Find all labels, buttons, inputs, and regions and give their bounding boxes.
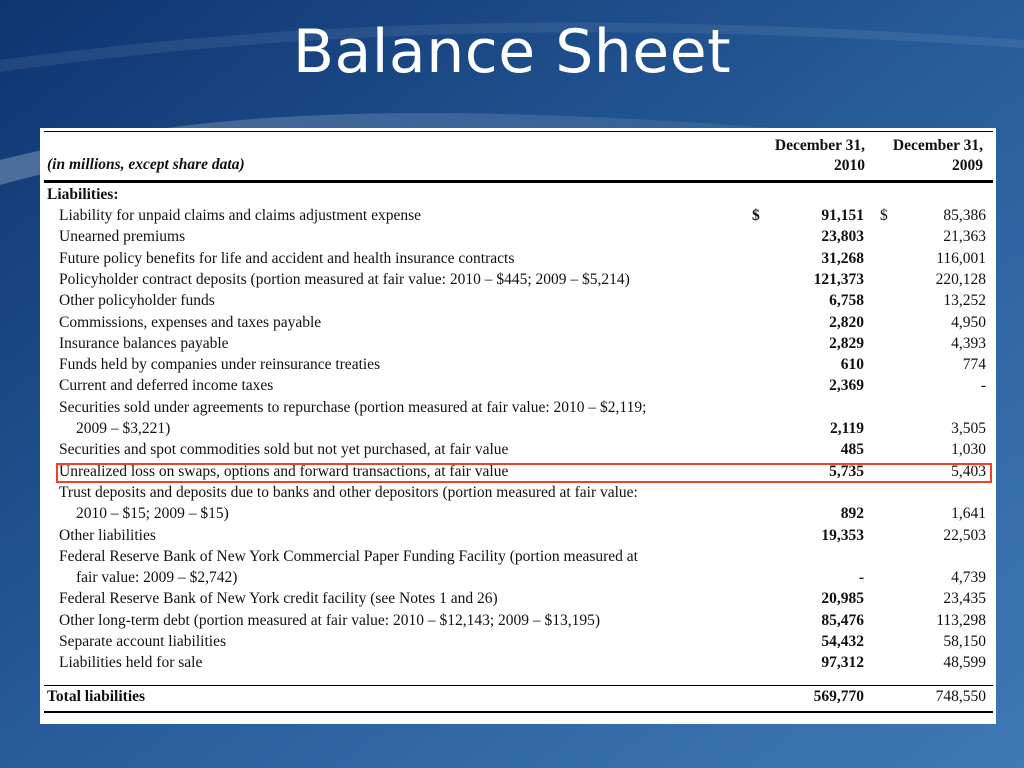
units-caption: (in millions, except share data) <box>47 156 245 173</box>
table-row <box>40 397 996 440</box>
currency-symbol-2009: $ <box>880 207 888 224</box>
row-value-2009: 4,739 <box>951 569 986 587</box>
row-label-continuation: fair value: 2009 – $2,742) <box>76 569 238 587</box>
row-label-text: Unrealized loss on swaps, options and forward transactions, at fair value <box>59 462 509 480</box>
row-value-2009: 5,403 <box>951 462 986 480</box>
row-value-2010: 97,312 <box>821 654 864 672</box>
row-value-2010: 485 <box>840 441 864 459</box>
row-label <box>59 269 630 290</box>
row-value-2010: 31,268 <box>821 249 864 267</box>
row-label-text: Policyholder contract deposits (portion measured at fair value: 2010 – $445; 2009 – $5,214) <box>59 270 630 288</box>
row-value-2009: 22,503 <box>943 526 986 544</box>
row-value-2009: - <box>980 377 986 395</box>
row-value-2010: 2,829 <box>829 334 864 352</box>
row-label-text: Current and deferred income taxes <box>59 377 274 395</box>
row-label-text: Commissions, expenses and taxes payable <box>59 313 322 331</box>
row-label-text: Funds held by companies under reinsurance treaties <box>59 356 381 374</box>
row-label-text: Separate account liabilities <box>59 633 226 650</box>
column-header-2009 <box>858 136 983 176</box>
header-rule <box>44 180 993 183</box>
row-label-text: Securities sold under agreements to repurchase (portion measured at fair value: 2010 – $2,119; <box>59 398 647 416</box>
row-value-2009: 1,030 <box>951 441 986 459</box>
table-row <box>40 439 996 460</box>
row-label-text: Federal Reserve Bank of New York credit facility (see Notes 1 and 26) <box>59 590 498 608</box>
total-label: Total liabilities <box>47 688 146 705</box>
row-label-text: Unearned premiums <box>59 228 186 246</box>
row-value-2009: 4,950 <box>951 313 986 331</box>
table-row <box>40 290 996 311</box>
row-label-text: Other policyholder funds <box>59 292 215 310</box>
column-header-2009-date: December 31, <box>892 137 983 154</box>
table-row <box>40 226 996 247</box>
table-row <box>40 525 996 546</box>
row-label <box>59 525 156 546</box>
row-label <box>59 375 273 396</box>
row-value-2010: 5,735 <box>829 462 864 480</box>
row-label-text: Liabilities held for sale <box>59 654 203 672</box>
top-rule <box>44 131 993 132</box>
column-header-2010-year: 2010 <box>834 157 865 174</box>
row-label-continuation: 2009 – $3,221) <box>76 419 171 437</box>
row-label <box>59 205 421 226</box>
total-double-rule <box>44 711 993 713</box>
row-value-2009: 1,641 <box>951 505 986 523</box>
row-label <box>59 248 514 269</box>
row-label-text: Liability for unpaid claims and claims adjustment expense <box>59 207 422 224</box>
row-label-text: Securities and spot commodities sold but not yet purchased, at fair value <box>59 441 509 459</box>
currency-symbol-2010: $ <box>752 207 760 224</box>
row-label <box>59 652 202 673</box>
slide-title: Balance Sheet <box>292 17 732 87</box>
row-value-2010: 85,476 <box>821 611 864 629</box>
section-label-liabilities: Liabilities: <box>47 186 119 203</box>
table-row <box>40 375 996 396</box>
table-row <box>40 354 996 375</box>
row-value-2010: 2,119 <box>829 419 864 437</box>
row-label-text: Other long-term debt (portion measured at fair value: 2010 – $12,143; 2009 – $13,195) <box>59 611 601 629</box>
table-row <box>40 269 996 290</box>
row-value-2010: 20,985 <box>821 590 864 608</box>
row-value-2010: 2,369 <box>829 377 864 395</box>
row-value-2010: 6,758 <box>829 292 864 310</box>
row-value-2009: 3,505 <box>951 419 986 437</box>
table-row <box>40 546 996 589</box>
row-label <box>59 290 215 311</box>
row-label-text: Trust deposits and deposits due to banks and other depositors (portion measured at fair value: <box>59 483 638 501</box>
row-value-2009: 13,252 <box>943 292 986 310</box>
table-row <box>40 652 996 673</box>
row-value-2009: 58,150 <box>943 633 986 650</box>
highlight-box <box>56 463 992 483</box>
table-row <box>40 312 996 333</box>
row-label <box>59 610 600 631</box>
row-value-2009: 116,001 <box>936 249 986 267</box>
table-row <box>40 333 996 354</box>
table-row <box>40 631 996 652</box>
row-value-2009: 4,393 <box>951 334 986 352</box>
row-label <box>59 439 508 460</box>
row-label <box>59 333 229 354</box>
total-value-2010: 569,770 <box>813 688 864 705</box>
row-label <box>59 482 638 525</box>
row-label-text: Federal Reserve Bank of New York Commercial Paper Funding Facility (portion measured at <box>59 547 638 565</box>
row-value-2010: 19,353 <box>821 526 864 544</box>
row-label <box>59 546 638 589</box>
row-value-2009: 220,128 <box>935 270 986 288</box>
table-row <box>40 610 996 631</box>
row-value-2010: 892 <box>840 505 864 523</box>
row-value-2009: 85,386 <box>943 207 986 224</box>
column-header-2010-date: December 31, <box>774 137 865 154</box>
row-value-2010: 610 <box>840 356 864 374</box>
row-label-text: Insurance balances payable <box>59 334 229 352</box>
row-value-2009: 21,363 <box>943 228 986 246</box>
row-label-text: Future policy benefits for life and accident and health insurance contracts <box>59 249 515 267</box>
table-row <box>40 205 996 226</box>
column-header-2010 <box>740 136 865 176</box>
row-label-continuation: 2010 – $15; 2009 – $15) <box>76 505 229 523</box>
row-value-2009: 23,435 <box>943 590 986 608</box>
row-value-2010: 91,151 <box>821 207 864 224</box>
row-label <box>59 397 646 440</box>
row-value-2009: 48,599 <box>943 654 986 672</box>
row-value-2009: 113,298 <box>936 611 986 629</box>
row-value-2010: 23,803 <box>821 228 864 246</box>
row-value-2010: 54,432 <box>821 633 864 650</box>
table-row <box>40 248 996 269</box>
row-label <box>59 312 321 333</box>
row-value-2009: 774 <box>962 356 986 374</box>
row-label <box>59 631 226 652</box>
row-value-2010: 121,373 <box>813 270 864 288</box>
row-label-text: Other liabilities <box>59 526 156 544</box>
row-value-2010: 2,820 <box>829 313 864 331</box>
balance-sheet-table <box>40 128 996 724</box>
row-label <box>59 588 498 609</box>
row-value-2010: - <box>858 569 864 587</box>
total-value-2009: 748,550 <box>935 688 986 705</box>
row-label <box>59 354 380 375</box>
table-row <box>40 482 996 525</box>
table-row <box>40 588 996 609</box>
row-label <box>59 226 185 247</box>
column-header-2009-year: 2009 <box>952 157 983 174</box>
